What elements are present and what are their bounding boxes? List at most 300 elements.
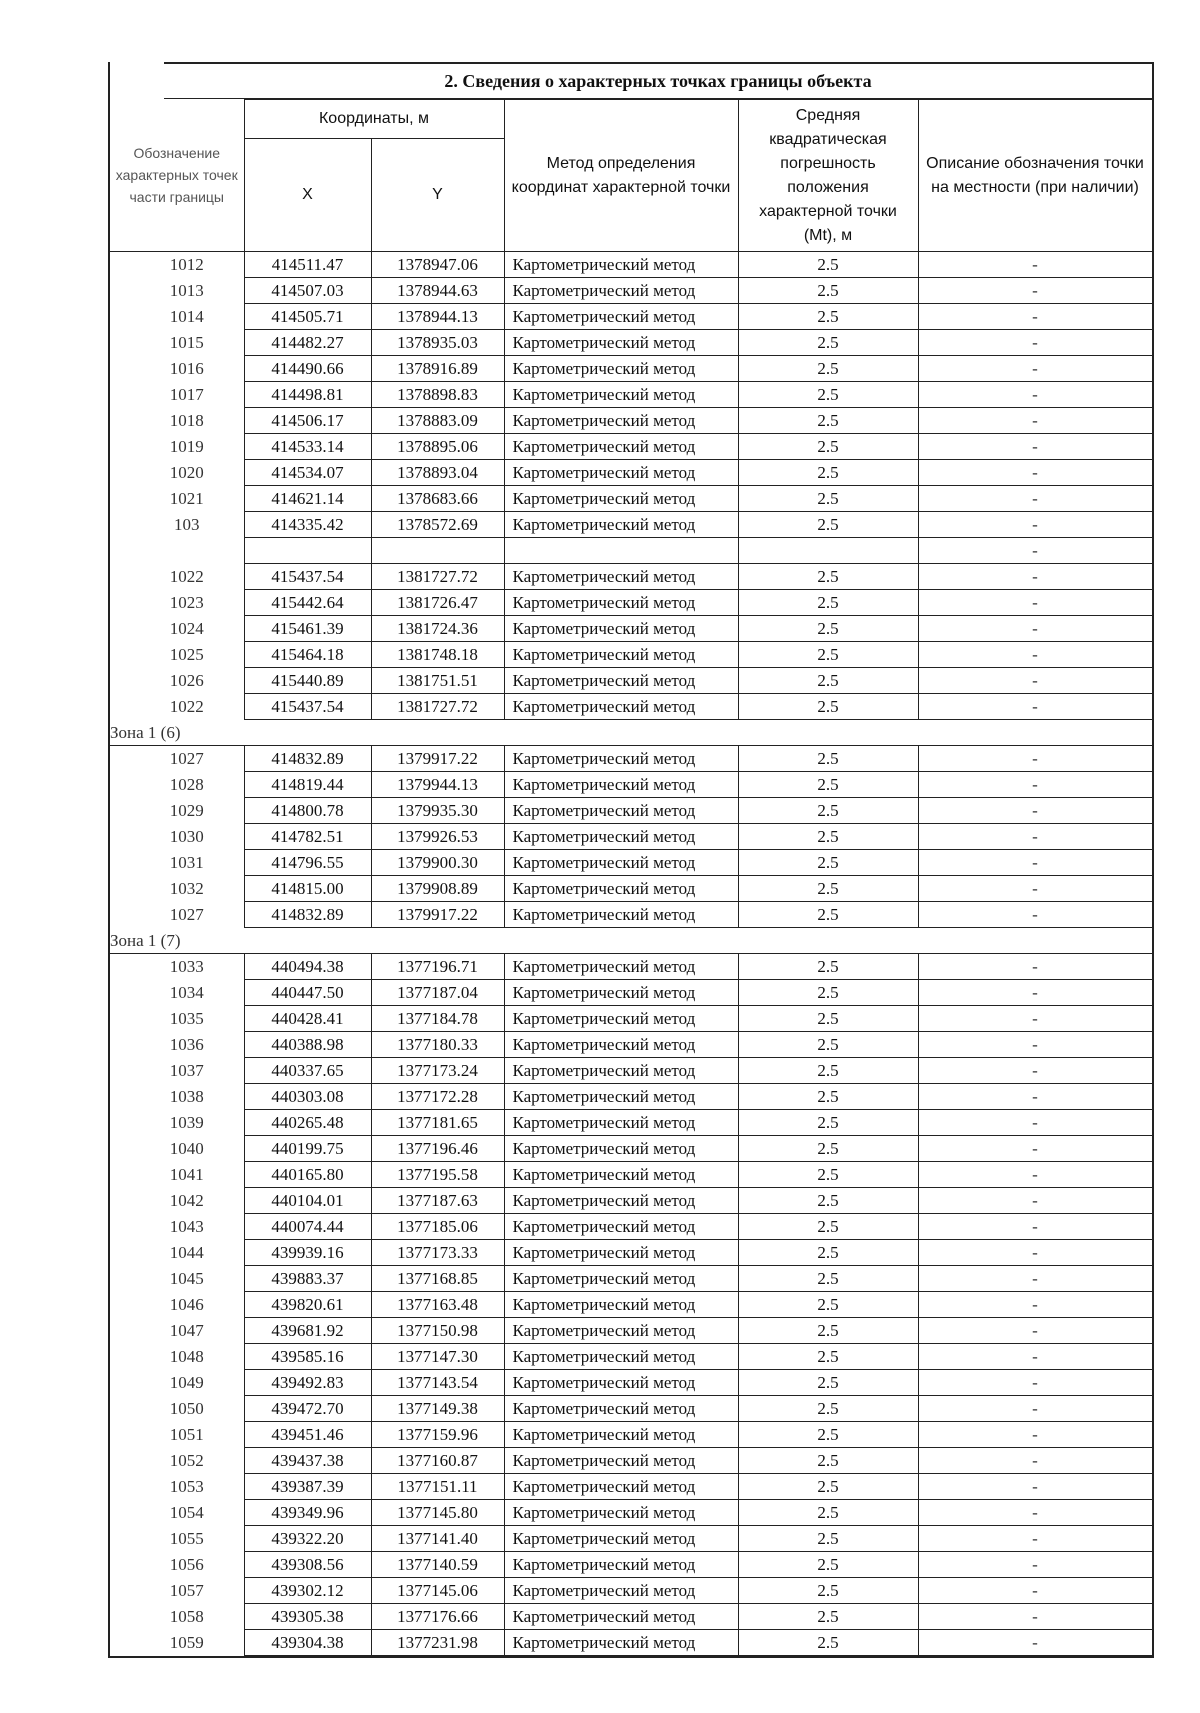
description-cell: - (918, 1136, 1152, 1162)
description-cell: - (918, 772, 1152, 798)
y-coord-cell: 1379917.22 (371, 746, 504, 772)
y-coord-cell: 1379900.30 (371, 850, 504, 876)
header-coords: Координаты, м (244, 100, 504, 139)
table-row (110, 824, 1152, 850)
y-coord-cell: 1381726.47 (371, 590, 504, 616)
y-coord-cell: 1377172.28 (371, 1084, 504, 1110)
description-cell: - (918, 1292, 1152, 1318)
y-coord-cell: 1381727.72 (371, 694, 504, 720)
point-name-cell: 1018 (110, 408, 244, 434)
point-name-cell: 1034 (110, 980, 244, 1006)
error-cell: 2.5 (738, 850, 918, 876)
point-name-cell: 1021 (110, 486, 244, 512)
point-name-cell: 1013 (110, 278, 244, 304)
method-cell: Картометрический метод (504, 746, 738, 772)
y-coord-cell: 1377150.98 (371, 1318, 504, 1344)
table-row (110, 1084, 1152, 1110)
description-cell: - (918, 304, 1152, 330)
point-name-cell: 103 (110, 512, 244, 538)
header-method: Метод определения координат характерной точки (504, 100, 738, 252)
x-coord-cell: 414511.47 (244, 252, 371, 278)
zone-label: Зона 1 (6) (110, 720, 1152, 746)
description-cell: - (918, 1162, 1152, 1188)
error-cell: 2.5 (738, 512, 918, 538)
error-cell: 2.5 (738, 1162, 918, 1188)
method-cell: Картометрический метод (504, 330, 738, 356)
method-cell: Картометрический метод (504, 1448, 738, 1474)
table-row (110, 1292, 1152, 1318)
x-coord-cell: 440074.44 (244, 1214, 371, 1240)
header-x: X (244, 139, 371, 252)
y-coord-cell: 1377147.30 (371, 1344, 504, 1370)
method-cell: Картометрический метод (504, 1318, 738, 1344)
description-cell: - (918, 460, 1152, 486)
error-cell: 2.5 (738, 330, 918, 356)
table-row (110, 954, 1152, 980)
description-cell: - (918, 694, 1152, 720)
point-name-cell: 1051 (110, 1422, 244, 1448)
error-cell: 2.5 (738, 902, 918, 928)
description-cell: - (918, 278, 1152, 304)
x-coord-cell: 414796.55 (244, 850, 371, 876)
point-name-cell: 1012 (110, 252, 244, 278)
table-row (110, 564, 1152, 590)
table-row (110, 1136, 1152, 1162)
table-row (110, 1448, 1152, 1474)
y-coord-cell: 1377160.87 (371, 1448, 504, 1474)
x-coord-cell: 439451.46 (244, 1422, 371, 1448)
description-cell: - (918, 1006, 1152, 1032)
error-cell: 2.5 (738, 1396, 918, 1422)
x-coord-cell: 439472.70 (244, 1396, 371, 1422)
method-cell: Картометрический метод (504, 1032, 738, 1058)
table-row (110, 538, 1152, 564)
table-row (110, 330, 1152, 356)
x-coord-cell: 439322.20 (244, 1526, 371, 1552)
table-row (110, 1370, 1152, 1396)
table-row (110, 382, 1152, 408)
section-title: 2. Сведения о характерных точках границы объекта (164, 62, 1152, 99)
description-cell: - (918, 980, 1152, 1006)
description-cell: - (918, 1188, 1152, 1214)
description-cell: - (918, 876, 1152, 902)
point-name-cell: 1031 (110, 850, 244, 876)
header-error: Средняя квадратическая погрешность положения характерной точки (Mt), м (738, 100, 918, 252)
point-name-cell (110, 538, 244, 564)
y-coord-cell: 1377163.48 (371, 1292, 504, 1318)
method-cell: Картометрический метод (504, 460, 738, 486)
header-description: Описание обозначения точки на местности (при наличии) (918, 100, 1152, 252)
point-name-cell: 1043 (110, 1214, 244, 1240)
x-coord-cell: 414507.03 (244, 278, 371, 304)
point-name-cell: 1015 (110, 330, 244, 356)
y-coord-cell: 1381751.51 (371, 668, 504, 694)
description-cell: - (918, 252, 1152, 278)
error-cell: 2.5 (738, 460, 918, 486)
error-cell: 2.5 (738, 772, 918, 798)
method-cell: Картометрический метод (504, 1136, 738, 1162)
method-cell: Картометрический метод (504, 512, 738, 538)
y-coord-cell: 1377149.38 (371, 1396, 504, 1422)
method-cell: Картометрический метод (504, 824, 738, 850)
error-cell: 2.5 (738, 1474, 918, 1500)
error-cell: 2.5 (738, 1526, 918, 1552)
method-cell: Картометрический метод (504, 694, 738, 720)
table-row (110, 1630, 1152, 1656)
point-name-cell: 1027 (110, 902, 244, 928)
x-coord-cell: 439437.38 (244, 1448, 371, 1474)
y-coord-cell: 1378947.06 (371, 252, 504, 278)
method-cell: Картометрический метод (504, 642, 738, 668)
point-name-cell: 1041 (110, 1162, 244, 1188)
method-cell: Картометрический метод (504, 954, 738, 980)
error-cell: 2.5 (738, 252, 918, 278)
y-coord-cell: 1377181.65 (371, 1110, 504, 1136)
error-cell: 2.5 (738, 1422, 918, 1448)
zone-row (110, 928, 1152, 954)
error-cell: 2.5 (738, 1006, 918, 1032)
x-coord-cell: 440104.01 (244, 1188, 371, 1214)
x-coord-cell: 414335.42 (244, 512, 371, 538)
table-row (110, 616, 1152, 642)
x-coord-cell: 439820.61 (244, 1292, 371, 1318)
y-coord-cell: 1381727.72 (371, 564, 504, 590)
description-cell: - (918, 1396, 1152, 1422)
table-row (110, 1526, 1152, 1552)
method-cell: Картометрический метод (504, 304, 738, 330)
method-cell: Картометрический метод (504, 1552, 738, 1578)
point-name-cell: 1022 (110, 694, 244, 720)
method-cell: Картометрический метод (504, 278, 738, 304)
y-coord-cell: 1377195.58 (371, 1162, 504, 1188)
method-cell: Картометрический метод (504, 616, 738, 642)
point-name-cell: 1035 (110, 1006, 244, 1032)
method-cell: Картометрический метод (504, 1474, 738, 1500)
description-cell: - (918, 616, 1152, 642)
error-cell: 2.5 (738, 1604, 918, 1630)
point-name-cell: 1052 (110, 1448, 244, 1474)
table-row (110, 1578, 1152, 1604)
description-cell: - (918, 1578, 1152, 1604)
table-row (110, 668, 1152, 694)
description-cell: - (918, 1604, 1152, 1630)
x-coord-cell: 415461.39 (244, 616, 371, 642)
point-name-cell: 1023 (110, 590, 244, 616)
error-cell: 2.5 (738, 876, 918, 902)
point-name-cell: 1049 (110, 1370, 244, 1396)
point-name-cell: 1020 (110, 460, 244, 486)
y-coord-cell: 1377145.06 (371, 1578, 504, 1604)
x-coord-cell: 414505.71 (244, 304, 371, 330)
description-cell: - (918, 954, 1152, 980)
x-coord-cell: 414832.89 (244, 746, 371, 772)
y-coord-cell: 1378898.83 (371, 382, 504, 408)
y-coord-cell: 1378944.63 (371, 278, 504, 304)
header-point: Обозначение характерных точек части границы (110, 100, 244, 252)
y-coord-cell: 1377159.96 (371, 1422, 504, 1448)
error-cell: 2.5 (738, 1188, 918, 1214)
y-coord-cell: 1379935.30 (371, 798, 504, 824)
error-cell: 2.5 (738, 278, 918, 304)
y-coord-cell: 1378572.69 (371, 512, 504, 538)
description-cell: - (918, 590, 1152, 616)
error-cell: 2.5 (738, 382, 918, 408)
y-coord-cell: 1381748.18 (371, 642, 504, 668)
point-name-cell: 1016 (110, 356, 244, 382)
description-cell: - (918, 330, 1152, 356)
error-cell: 2.5 (738, 1292, 918, 1318)
error-cell: 2.5 (738, 304, 918, 330)
description-cell: - (918, 538, 1152, 564)
method-cell: Картометрический метод (504, 1630, 738, 1656)
description-cell: - (918, 1448, 1152, 1474)
table-row (110, 590, 1152, 616)
point-name-cell: 1059 (110, 1630, 244, 1656)
y-coord-cell: 1377140.59 (371, 1552, 504, 1578)
error-cell: 2.5 (738, 1500, 918, 1526)
document-page (108, 62, 1154, 1658)
x-coord-cell: 414800.78 (244, 798, 371, 824)
y-coord-cell: 1377184.78 (371, 1006, 504, 1032)
x-coord-cell: 439305.38 (244, 1604, 371, 1630)
y-coord-cell: 1379944.13 (371, 772, 504, 798)
x-coord-cell: 415437.54 (244, 564, 371, 590)
x-coord-cell: 440165.80 (244, 1162, 371, 1188)
error-cell: 2.5 (738, 1032, 918, 1058)
method-cell: Картометрический метод (504, 980, 738, 1006)
x-coord-cell: 439681.92 (244, 1318, 371, 1344)
point-name-cell: 1050 (110, 1396, 244, 1422)
x-coord-cell: 415464.18 (244, 642, 371, 668)
y-coord-cell: 1377143.54 (371, 1370, 504, 1396)
x-coord-cell: 414533.14 (244, 434, 371, 460)
method-cell: Картометрический метод (504, 1188, 738, 1214)
error-cell: 2.5 (738, 1110, 918, 1136)
point-name-cell: 1058 (110, 1604, 244, 1630)
error-cell: 2.5 (738, 1630, 918, 1656)
point-name-cell: 1053 (110, 1474, 244, 1500)
table-row (110, 1240, 1152, 1266)
y-coord-cell: 1377185.06 (371, 1214, 504, 1240)
y-coord-cell: 1377176.66 (371, 1604, 504, 1630)
point-name-cell: 1028 (110, 772, 244, 798)
method-cell: Картометрический метод (504, 1266, 738, 1292)
method-cell: Картометрический метод (504, 1110, 738, 1136)
table-row (110, 512, 1152, 538)
x-coord-cell: 414498.81 (244, 382, 371, 408)
y-coord-cell: 1379908.89 (371, 876, 504, 902)
table-row (110, 694, 1152, 720)
error-cell: 2.5 (738, 356, 918, 382)
point-name-cell: 1024 (110, 616, 244, 642)
point-name-cell: 1014 (110, 304, 244, 330)
method-cell: Картометрический метод (504, 1292, 738, 1318)
x-coord-cell: 439939.16 (244, 1240, 371, 1266)
description-cell: - (918, 408, 1152, 434)
description-cell: - (918, 1526, 1152, 1552)
method-cell: Картометрический метод (504, 1396, 738, 1422)
method-cell: Картометрический метод (504, 434, 738, 460)
error-cell: 2.5 (738, 798, 918, 824)
error-cell: 2.5 (738, 746, 918, 772)
x-coord-cell: 414482.27 (244, 330, 371, 356)
method-cell: Картометрический метод (504, 876, 738, 902)
table-row (110, 434, 1152, 460)
description-cell: - (918, 1422, 1152, 1448)
point-name-cell: 1022 (110, 564, 244, 590)
description-cell: - (918, 1474, 1152, 1500)
error-cell: 2.5 (738, 434, 918, 460)
table-row (110, 278, 1152, 304)
description-cell: - (918, 382, 1152, 408)
method-cell: Картометрический метод (504, 1344, 738, 1370)
method-cell: Картометрический метод (504, 356, 738, 382)
table-row (110, 1552, 1152, 1578)
description-cell: - (918, 1266, 1152, 1292)
description-cell: - (918, 1058, 1152, 1084)
y-coord-cell: 1377173.33 (371, 1240, 504, 1266)
error-cell: 2.5 (738, 1058, 918, 1084)
error-cell: 2.5 (738, 1084, 918, 1110)
description-cell: - (918, 434, 1152, 460)
method-cell: Картометрический метод (504, 1370, 738, 1396)
error-cell: 2.5 (738, 486, 918, 512)
y-coord-cell: 1378683.66 (371, 486, 504, 512)
x-coord-cell: 414815.00 (244, 876, 371, 902)
method-cell: Картометрический метод (504, 382, 738, 408)
point-name-cell: 1032 (110, 876, 244, 902)
x-coord-cell: 414490.66 (244, 356, 371, 382)
description-cell: - (918, 668, 1152, 694)
zone-row (110, 720, 1152, 746)
x-coord-cell: 439585.16 (244, 1344, 371, 1370)
error-cell: 2.5 (738, 1136, 918, 1162)
y-coord-cell: 1377180.33 (371, 1032, 504, 1058)
y-coord-cell: 1377151.11 (371, 1474, 504, 1500)
error-cell: 2.5 (738, 1370, 918, 1396)
point-name-cell: 1054 (110, 1500, 244, 1526)
table-row (110, 1214, 1152, 1240)
description-cell: - (918, 356, 1152, 382)
table-row (110, 356, 1152, 382)
point-name-cell: 1039 (110, 1110, 244, 1136)
y-coord-cell: 1378944.13 (371, 304, 504, 330)
y-coord-cell: 1377187.63 (371, 1188, 504, 1214)
y-coord-cell: 1379926.53 (371, 824, 504, 850)
description-cell: - (918, 824, 1152, 850)
point-name-cell: 1057 (110, 1578, 244, 1604)
description-cell: - (918, 746, 1152, 772)
point-name-cell: 1047 (110, 1318, 244, 1344)
method-cell: Картометрический метод (504, 1526, 738, 1552)
x-coord-cell: 414621.14 (244, 486, 371, 512)
table-row (110, 1604, 1152, 1630)
point-name-cell: 1029 (110, 798, 244, 824)
header-y: Y (371, 139, 504, 252)
method-cell: Картометрический метод (504, 1240, 738, 1266)
x-coord-cell: 439883.37 (244, 1266, 371, 1292)
x-coord-cell: 415437.54 (244, 694, 371, 720)
y-coord-cell: 1378935.03 (371, 330, 504, 356)
point-name-cell: 1017 (110, 382, 244, 408)
method-cell: Картометрический метод (504, 668, 738, 694)
error-cell: 2.5 (738, 1240, 918, 1266)
point-name-cell: 1030 (110, 824, 244, 850)
point-name-cell: 1037 (110, 1058, 244, 1084)
x-coord-cell: 414819.44 (244, 772, 371, 798)
table-row (110, 876, 1152, 902)
method-cell: Картометрический метод (504, 1084, 738, 1110)
table-row (110, 460, 1152, 486)
error-cell: 2.5 (738, 1214, 918, 1240)
point-name-cell: 1027 (110, 746, 244, 772)
table-body (110, 252, 1152, 1656)
table-row (110, 1500, 1152, 1526)
point-name-cell: 1036 (110, 1032, 244, 1058)
y-coord-cell: 1377196.46 (371, 1136, 504, 1162)
table-row (110, 772, 1152, 798)
x-coord-cell: 415440.89 (244, 668, 371, 694)
y-coord-cell: 1377231.98 (371, 1630, 504, 1656)
error-cell: 2.5 (738, 1344, 918, 1370)
point-name-cell: 1055 (110, 1526, 244, 1552)
table-row (110, 408, 1152, 434)
x-coord-cell: 414782.51 (244, 824, 371, 850)
table-row (110, 1058, 1152, 1084)
table-row (110, 1422, 1152, 1448)
x-coord-cell: 440428.41 (244, 1006, 371, 1032)
error-cell: 2.5 (738, 694, 918, 720)
table-row (110, 1006, 1152, 1032)
x-coord-cell: 439492.83 (244, 1370, 371, 1396)
x-coord-cell: 414832.89 (244, 902, 371, 928)
table-row (110, 850, 1152, 876)
description-cell: - (918, 1630, 1152, 1656)
description-cell: - (918, 1500, 1152, 1526)
method-cell: Картометрический метод (504, 1500, 738, 1526)
point-name-cell: 1040 (110, 1136, 244, 1162)
table-row (110, 1344, 1152, 1370)
y-coord-cell: 1377173.24 (371, 1058, 504, 1084)
description-cell: - (918, 1370, 1152, 1396)
x-coord-cell: 439308.56 (244, 1552, 371, 1578)
points-table (110, 99, 1153, 1656)
table-row (110, 486, 1152, 512)
error-cell: 2.5 (738, 616, 918, 642)
method-cell: Картометрический метод (504, 408, 738, 434)
point-name-cell: 1026 (110, 668, 244, 694)
table-row (110, 1110, 1152, 1136)
x-coord-cell: 414506.17 (244, 408, 371, 434)
description-cell: - (918, 902, 1152, 928)
description-cell: - (918, 1084, 1152, 1110)
error-cell: 2.5 (738, 668, 918, 694)
error-cell: 2.5 (738, 824, 918, 850)
method-cell: Картометрический метод (504, 1006, 738, 1032)
x-coord-cell: 440265.48 (244, 1110, 371, 1136)
error-cell: 2.5 (738, 408, 918, 434)
table-row (110, 1396, 1152, 1422)
table-row (110, 642, 1152, 668)
error-cell: 2.5 (738, 642, 918, 668)
y-coord-cell: 1381724.36 (371, 616, 504, 642)
x-coord-cell (244, 538, 371, 564)
method-cell: Картометрический метод (504, 1422, 738, 1448)
y-coord-cell: 1377168.85 (371, 1266, 504, 1292)
x-coord-cell: 440494.38 (244, 954, 371, 980)
point-name-cell: 1044 (110, 1240, 244, 1266)
y-coord-cell: 1378916.89 (371, 356, 504, 382)
